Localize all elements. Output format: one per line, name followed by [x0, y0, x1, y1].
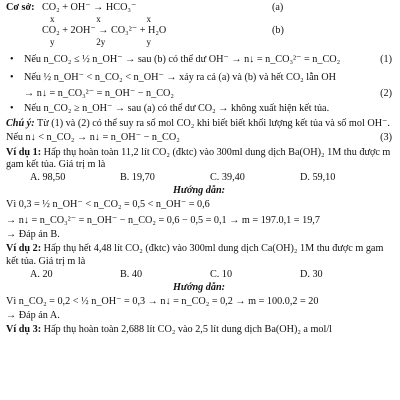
- example-1-solution-3: → Đáp án B.: [6, 229, 60, 241]
- bullet-icon: •: [10, 103, 14, 115]
- option-a: A. 20: [30, 268, 53, 280]
- option-b: B. 40: [120, 268, 143, 280]
- note-text: Từ (1) và (2) có thể suy ra số mol CO₂ khi biết biết khối lượng kết tủa và số mol OH⁻.: [36, 118, 390, 130]
- example-3-text: Hấp thụ hoàn toàn 2,688 lít CO₂ vào 2,5 lít dung dịch Ba(OH)₂ a mol/l: [43, 323, 333, 335]
- case-1: [6, 54, 392, 66]
- example-1-guide-heading: Hướng dẫn:: [172, 185, 226, 197]
- reaction-a-vars: x x x: [50, 14, 151, 25]
- example-3-label: Ví dụ 3:: [6, 323, 42, 335]
- option-c: C. 39,40: [210, 172, 245, 184]
- example-1-label: Ví dụ 1:: [6, 147, 42, 159]
- example-2-text: Hấp thụ hết 4,48 lít CO₂ (đktc) vào 300ml dung dịch Ca(OH)₂ 1M thu được m gam kết tủa. Giá trị m là: [6, 243, 384, 267]
- example-3: [6, 324, 392, 336]
- example-2-label: Ví dụ 2:: [6, 243, 42, 255]
- reaction-b-equation: CO₂ + 2OH⁻ → CO₃²⁻ + H₂O: [42, 25, 167, 37]
- example-1-solution-2: → n↓ = n_CO₃²⁻ = n_OH⁻ − n_CO₂ = 0,6 − 0,5 = 0,1 → m = 197.0,1 = 19,7: [6, 215, 320, 227]
- note-label: Chú ý:: [6, 118, 35, 130]
- note-line-text: Nếu n↓ < n_CO₂ → n↓ = n_OH⁻ − n_CO₂: [6, 132, 180, 144]
- example-2-options: [6, 269, 392, 281]
- case-2-result: [6, 88, 392, 100]
- reaction-a-equation: CO₂ + OH⁻ → HCO₃⁻: [42, 2, 137, 13]
- example-2-solution-1: Vì n_CO₂ = 0,2 < ½ n_OH⁻ = 0,3 → n↓ = n_CO₂ = 0,2 → m = 100.0,2 = 20: [6, 295, 319, 307]
- example-2: [6, 243, 392, 267]
- option-d: D. 59,10: [300, 172, 336, 184]
- case-2-result-num: (2): [380, 88, 392, 100]
- reaction-b-tag: (b): [272, 25, 284, 37]
- bullet-icon: •: [10, 72, 14, 84]
- basis-label: Cơ sở:: [6, 2, 35, 13]
- option-c: C. 10: [210, 268, 233, 280]
- case-3-text: Nếu n_CO₂ ≥ n_OH⁻ → sau (a) có thể dư CO₂ → không xuất hiện kết tủa.: [24, 103, 330, 115]
- example-1-text: Hấp thụ hoàn toàn 11,2 lít CO₂ (đktc) vào 300ml dung dịch Ba(OH)₂ 1M thu được m gam kết tủa. Giá trị m là: [6, 147, 391, 171]
- case-1-text: Nếu n_CO₂ ≤ ½ n_OH⁻ → sau (b) có thể dư OH⁻ → n↓ = n_CO₃²⁻ = n_CO₂: [24, 54, 341, 66]
- option-d: D. 30: [300, 268, 323, 280]
- option-b: B. 19,70: [120, 172, 155, 184]
- note: [6, 118, 392, 130]
- example-1-options: [6, 172, 392, 184]
- example-1: [6, 147, 392, 171]
- case-2-text: Nếu ½ n_OH⁻ < n_CO₂ < n_OH⁻ → xảy ra cả (a) và (b) và hết CO₂ lẫn OH: [24, 72, 336, 84]
- reaction-b: [6, 25, 392, 37]
- case-1-num: (1): [380, 54, 392, 66]
- example-1-solution-1: Vì 0,3 = ½ n_OH⁻ < n_CO₂ = 0,5 < n_OH⁻ = 0,6: [6, 199, 210, 211]
- reaction-a-tag: (a): [272, 2, 284, 13]
- note-line: [6, 132, 392, 144]
- reaction-b-vars: y 2y y: [50, 37, 151, 48]
- case-3: [6, 103, 392, 115]
- reaction-a: [6, 2, 392, 14]
- case-2: [6, 72, 392, 84]
- note-line-num: (3): [380, 132, 392, 144]
- example-2-solution-2: → Đáp án A.: [6, 309, 60, 321]
- option-a: A. 98,50: [30, 172, 66, 184]
- example-2-guide-heading: Hướng dẫn:: [172, 281, 226, 293]
- bullet-icon: •: [10, 54, 14, 66]
- case-2-result-text: → n↓ = n_CO₃²⁻ = n_OH⁻ − n_CO₂: [24, 88, 174, 100]
